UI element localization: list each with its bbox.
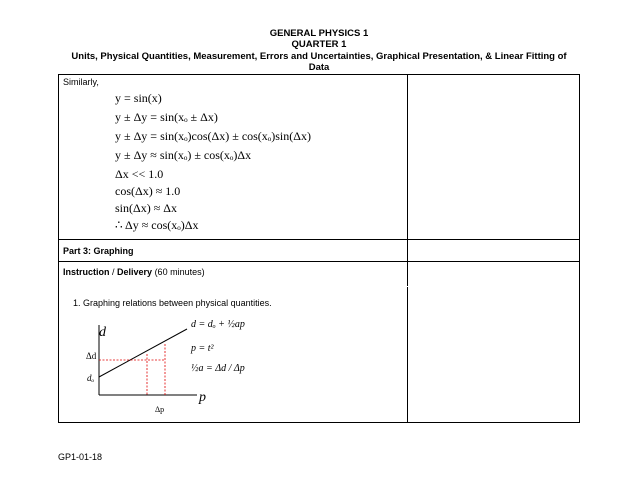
graph-equation: p = t² <box>191 343 214 354</box>
instruction-label: Instruction <box>63 267 110 277</box>
page-code: GP1-01-18 <box>58 452 103 462</box>
column-divider <box>407 75 408 286</box>
fit-line <box>99 329 187 377</box>
graph-equation: d = dₒ + ½ap <box>191 319 245 330</box>
equation: cos(Δx) ≈ 1.0 <box>115 184 181 198</box>
row-divider <box>59 261 579 262</box>
x-axis-label: p <box>199 390 206 405</box>
duration: (60 minutes) <box>154 267 205 277</box>
instruction-heading <box>63 267 205 278</box>
equation: Δx << 1.0 <box>115 167 164 181</box>
row-divider <box>59 239 579 240</box>
instruction-separator: / <box>109 267 118 277</box>
equation: y ± Δy = sin(xₒ ± Δx) <box>115 110 218 124</box>
delta-d-label: Δd <box>86 351 97 361</box>
section-label: Similarly, <box>63 77 99 87</box>
part-title: Part 3: Graphing <box>63 246 134 256</box>
equation: y ± Δy ≈ sin(xₒ) ± cos(xₒ)Δx <box>115 148 252 162</box>
delivery-label: Delivery <box>117 267 153 277</box>
topic-title-continued: Data <box>308 62 330 73</box>
equation: y = sin(x) <box>115 91 162 105</box>
column-divider <box>407 287 408 422</box>
y-axis-label: d <box>99 325 106 340</box>
lesson-table <box>58 74 580 423</box>
equation: sin(Δx) ≈ Δx <box>115 201 178 215</box>
equation: ∴ Δy ≈ cos(xₒ)Δx <box>115 218 199 232</box>
delta-p-label: Δp <box>155 405 165 414</box>
topic-title: Units, Physical Quantities, Measurement, Errors and Uncertainties, Graphical Presentation, & Linear Fitting of <box>71 51 567 62</box>
document-title: GENERAL PHYSICS 1 <box>269 28 369 39</box>
d-origin-label: dₒ <box>87 373 95 383</box>
list-item: 1. Graphing relations between physical quantities. <box>73 298 272 308</box>
document-subtitle: QUARTER 1 <box>291 39 347 50</box>
equation: y ± Δy = sin(xₒ)cos(Δx) ± cos(xₒ)sin(Δx) <box>115 129 311 143</box>
graph-equation: ½a = Δd / Δp <box>191 363 245 374</box>
